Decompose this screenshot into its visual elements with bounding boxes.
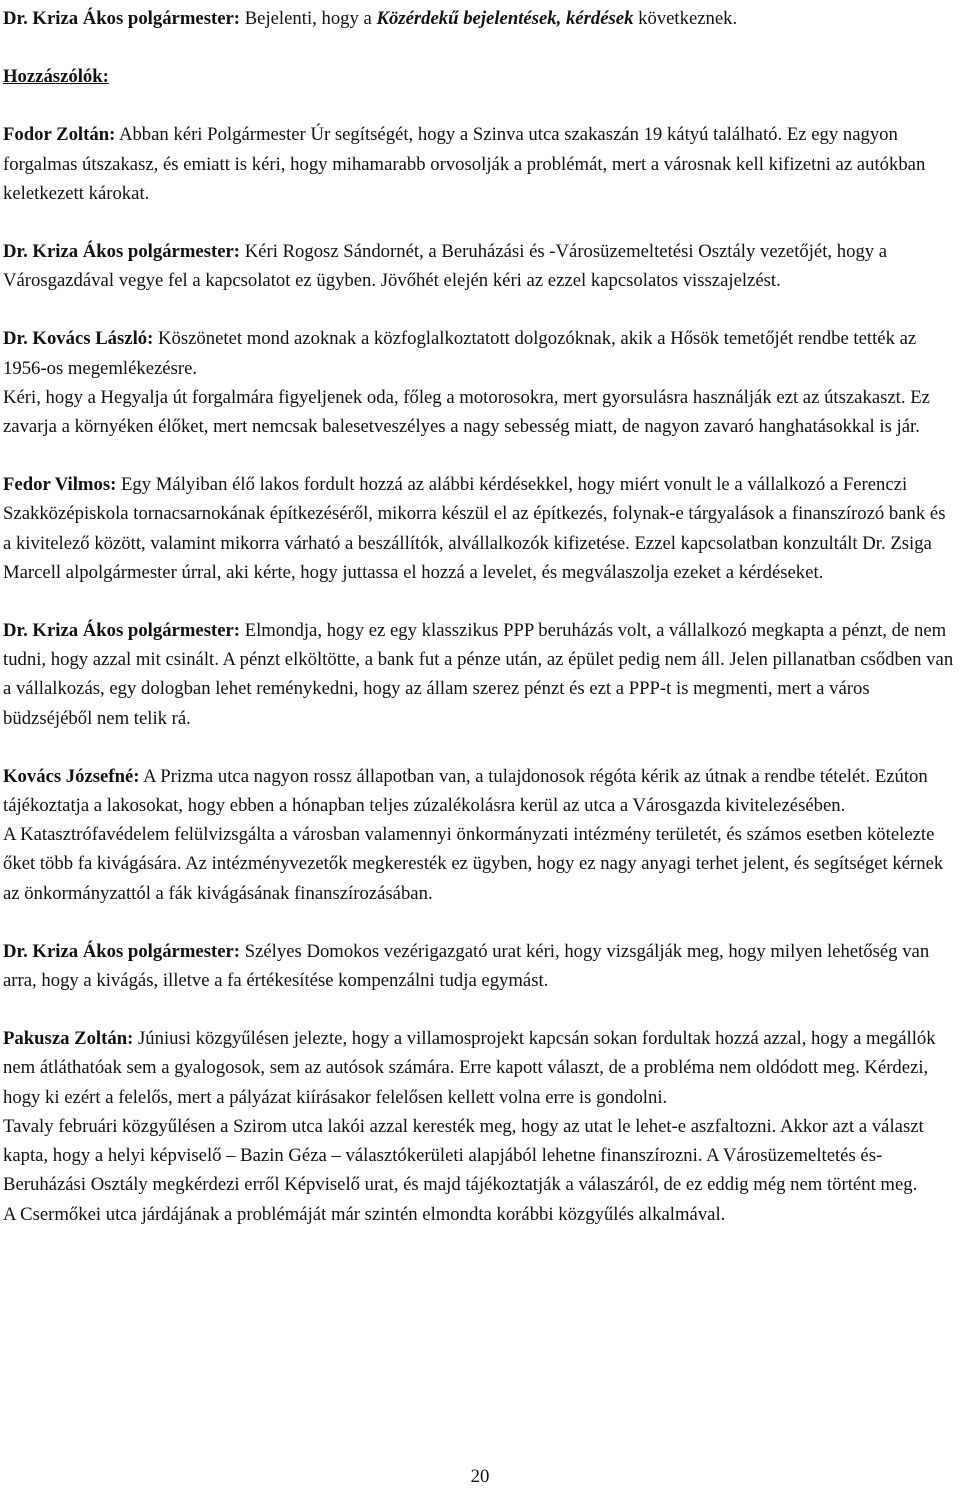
paragraph-text: következnek. <box>633 8 738 29</box>
paragraph-text: Bejelenti, hogy a <box>240 8 377 29</box>
speaker-name: Dr. Kovács László: <box>3 328 154 350</box>
paragraph-kriza-2 <box>3 616 958 733</box>
paragraph-kovacs-jozsefne-cont <box>3 820 958 908</box>
page-number: 20 <box>470 1466 490 1487</box>
speaker-name: Dr. Kriza Ákos polgármester: <box>3 620 241 642</box>
paragraph-kovacs-laszlo <box>3 324 958 382</box>
paragraph-text: Kéri Rogosz Sándornét, a Beruházási és -Városüzemeltetési Osztály vezetőjét, hogy a Városgazdával vegye fel a kapcsolatot ez ügyben. Jövőhét elején kéri az ezzel kapcsolatos visszajelzést. <box>3 241 888 292</box>
paragraph-text: Abban kéri Polgármester Úr segítségét, hogy a Szinva utca szakaszán 19 kátyú található. Ez egy nagyon forgalmas útszakasz, és emiatt is kéri, hogy mihamarabb orvosolják a problémát, mert a városnak kell kifizetni az autókban keletkezett károkat. <box>3 124 926 204</box>
speaker-name: Pakusza Zoltán: <box>3 1028 134 1050</box>
speaker-name: Dr. Kriza Ákos polgármester: <box>3 940 241 962</box>
paragraph-text: Júniusi közgyűlésen jelezte, hogy a villamosprojekt kapcsán sokan fordultak hozzá azzal, hogy a megállók nem átláthatóak sem a gyalogosok, sem az autósok számára. Erre kapott választ, de a probléma nem oldódott meg. Kérdezi, hogy ki ezért a felelős, mert a pályázat kiírásakor felelősen kellett volna erre is gondolni. <box>3 1028 936 1108</box>
paragraph-text: Egy Mályiban élő lakos fordult hozzá az alábbi kérdésekkel, hogy miért vonult le a vállalkozó a Ferenczi Szakközépiskola tornacsarnokának építkezéséről, mikorra készül el az építkezés, folynak-e tárgyalások a finanszírozó bank és a kivitelező között, valamint mikorra várható a beszállítók, alvállalkozók kifizetése. Ezzel kapcsolatban konzultált Dr. Zsiga Marcell alpolgármester úrral, aki kérte, hogy juttassa el hozzá a levelet, és megválaszolja ezeket a kérdéseket. <box>3 474 946 583</box>
paragraph-text: Elmondja, hogy ez egy klasszikus PPP beruházás volt, a vállalkozó megkapta a pénzt, de nem tudni, hogy azzal mit csinált. A pénzt elköltötte, a bank fut a pénze után, az épület pedig nem áll. Jelen pillanatban csődben van a vállalkozás, egy dologban lehet reménykedni, hogy az állam szerez pénzt és ezt a PPP-t is megmenti, mert a város büdzséjéből nem telik rá. <box>3 620 954 729</box>
paragraph-pakusza-zoltan-cont2 <box>3 1200 958 1229</box>
paragraph-text: Kéri, hogy a Hegyalja út forgalmára figyeljenek oda, főleg a motorosokra, mert gyorsulásra használják ezt az útszakaszt. Ez zavarja a környéken élőket, mert nemcsak balesetveszélyes a nagy sebesség miatt, de nagyon zavaró hanghatásokkal is jár. <box>3 386 930 438</box>
paragraph-announcement <box>3 4 958 33</box>
paragraph-kovacs-jozsefne <box>3 762 958 820</box>
speaker-name: Dr. Kriza Ákos polgármester: <box>3 8 241 29</box>
paragraph-fedor-vilmos <box>3 470 958 587</box>
speaker-name: Kovács Józsefné: <box>3 765 140 787</box>
paragraph-pakusza-zoltan <box>3 1024 958 1112</box>
paragraph-kriza-1 <box>3 237 958 295</box>
paragraph-text: Köszönetet mond azoknak a közfoglalkoztatott dolgozóknak, akik a Hősök temetőjét rendbe tették az 1956-os megemlékezésre. <box>3 328 917 379</box>
agenda-item-title: Közérdekű bejelentések, kérdések <box>376 8 634 29</box>
paragraph-text: A Csermőkei utca járdájának a problémáját már szintén elmondta korábbi közgyűlés alkalmával. <box>3 1203 726 1225</box>
paragraph-kovacs-laszlo-cont <box>3 383 958 441</box>
paragraph-text: Szélyes Domokos vezérigazgató urat kéri, hogy vizsgálják meg, hogy milyen lehetőség van arra, hogy a kivágás, illetve a fa értékesítése kompenzálni tudja egymást. <box>3 940 930 992</box>
speaker-name: Fedor Vilmos: <box>3 474 117 496</box>
paragraph-fodor-zoltan <box>3 120 958 208</box>
paragraph-text: A Prizma utca nagyon rossz állapotban van, a tulajdonosok régóta kérik az útnak a rendbe tételét. Ezúton tájékoztatja a lakosokat, hogy ebben a hónapban teljes zúzalékolásra kerül az utca a Városgazda kivitelezésében. <box>3 765 928 817</box>
paragraph-kriza-3 <box>3 937 958 995</box>
section-heading-wrapper <box>3 62 958 91</box>
speaker-name: Fodor Zoltán: <box>3 124 116 146</box>
speaker-name: Dr. Kriza Ákos polgármester: <box>3 241 241 263</box>
paragraph-text: Tavaly februári közgyűlésen a Szirom utca lakói azzal keresték meg, hogy az utat le lehet-e aszfaltozni. Akkor azt a választ kapta, hogy a helyi képviselő – Bazin Géza – választókerületi alapjából lehetne finanszírozni. A Városüzemeltetés és- Beruházási Osztály megkérdezi erről Képviselő urat, és majd tájékoztatják a válaszáról, de ez eddig még nem történt meg. <box>3 1115 924 1196</box>
paragraph-pakusza-zoltan-cont <box>3 1112 958 1200</box>
section-heading: Hozzászólók: <box>3 66 109 88</box>
document-page <box>3 4 958 1229</box>
paragraph-text: A Katasztrófavédelem felülvizsgálta a városban valamennyi önkormányzati intézmény területét, és számos esetben kötelezte őket több fa kivágására. Az intézményvezetők megkeresték ez ügyben, hogy ez nagy anyagi terhet jelent, és segítséget kérnek az önkormányzattól a fák kivágásának finanszírozásában. <box>3 824 944 904</box>
